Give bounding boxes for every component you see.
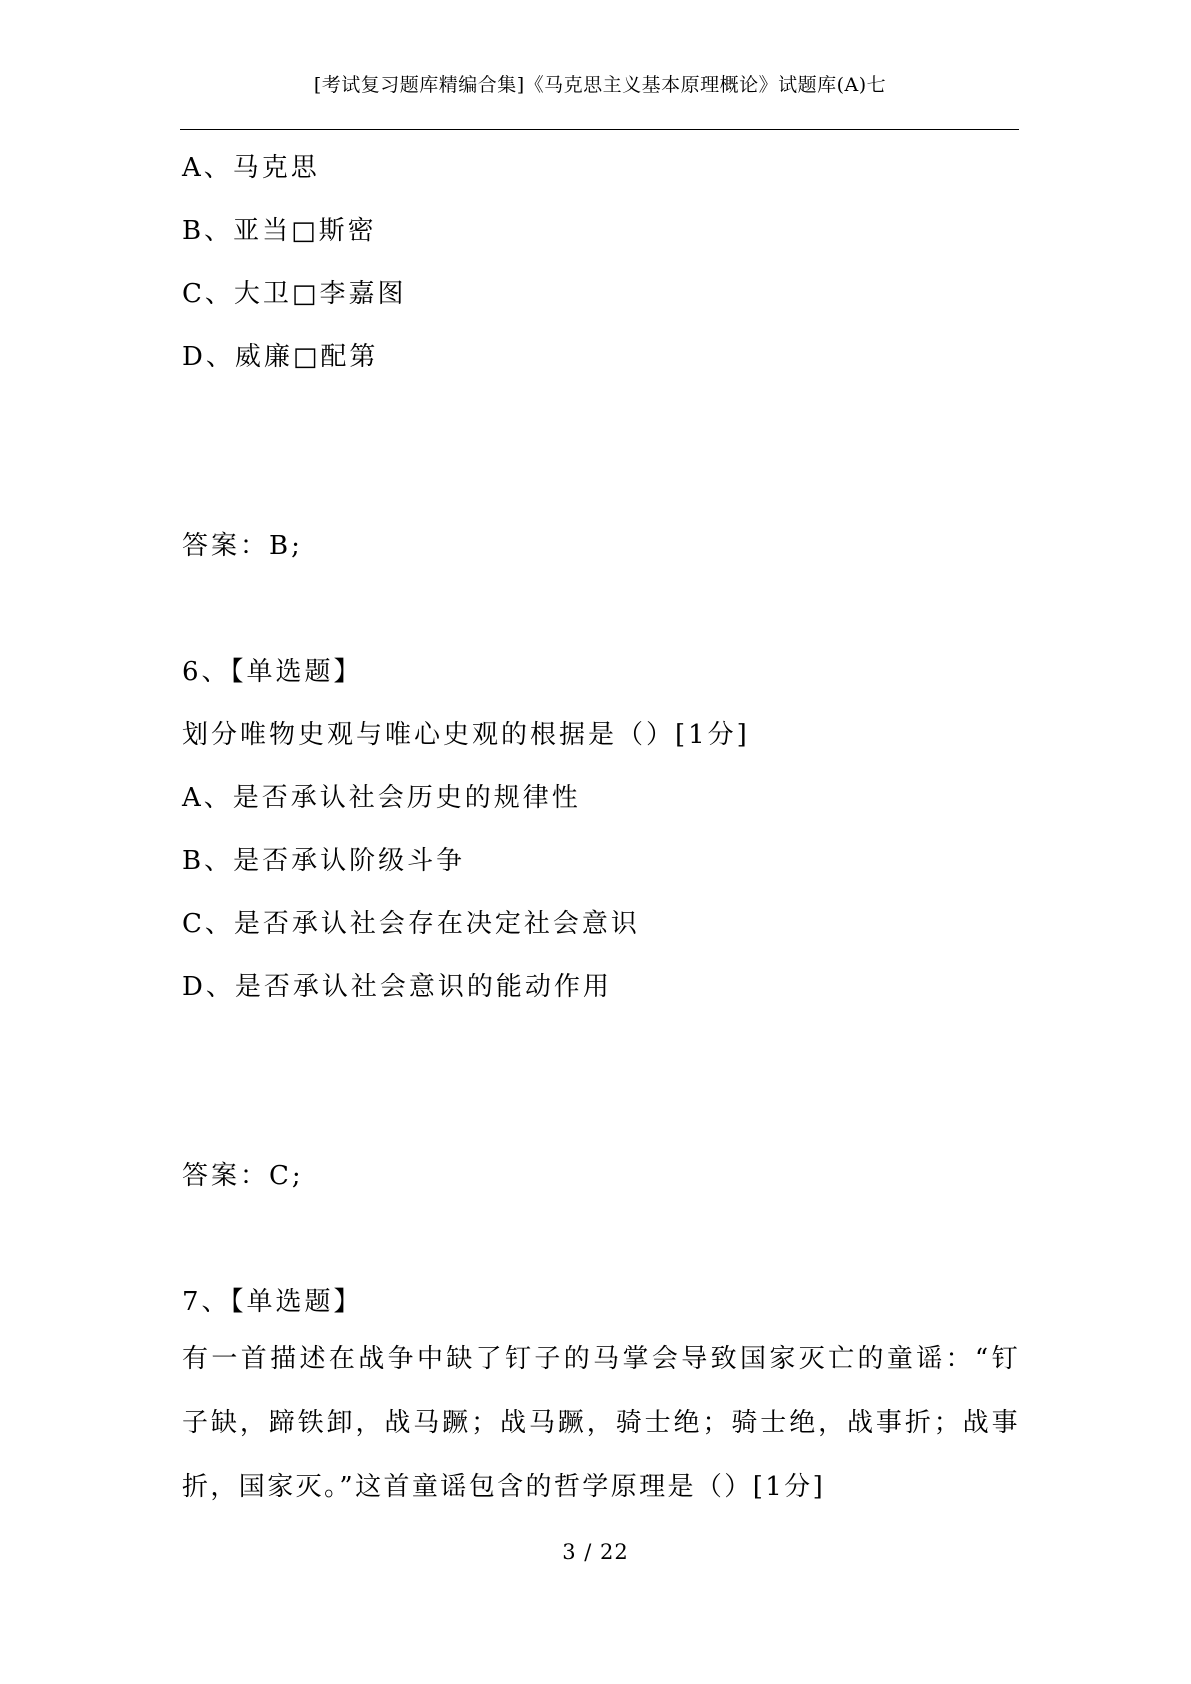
q6-option-a: A、是否承认社会历史的规律性: [182, 783, 581, 813]
q6-option-b: B、是否承认阶级斗争: [182, 846, 466, 876]
q7-label: 7、【单选题】: [182, 1287, 363, 1317]
q6-stem: 划分唯物史观与唯心史观的根据是（）[1分]: [182, 720, 750, 750]
page-number: 3 / 22: [562, 1540, 629, 1564]
q6-option-c: C、是否承认社会存在决定社会意识: [182, 909, 640, 939]
q5-option-b: B、亚当□斯密: [182, 216, 377, 246]
q5-option-c: C、大卫□李嘉图: [182, 279, 407, 309]
q6-label: 6、【单选题】: [182, 657, 363, 687]
q5-option-d: D、威廉□配第: [182, 342, 379, 372]
header-divider: [180, 129, 1019, 130]
q6-answer: 答案：C;: [182, 1161, 304, 1191]
q6-option-d: D、是否承认社会意识的能动作用: [182, 972, 612, 1002]
q7-stem: 有一首描述在战争中缺了钉子的马掌会导致国家灭亡的童谣：“钉子缺，蹄铁卸，战马蹶；战马蹶，骑士绝；骑士绝，战事折；战事折，国家灭。”这首童谣包含的哲学原理是（）[1分]: [182, 1344, 1020, 1502]
q5-answer: 答案：B;: [182, 531, 303, 561]
q5-option-a: A、马克思: [182, 153, 320, 183]
document-header-title: [考试复习题库精编合集]《马克思主义基本原理概论》试题库(A)七: [313, 74, 887, 96]
